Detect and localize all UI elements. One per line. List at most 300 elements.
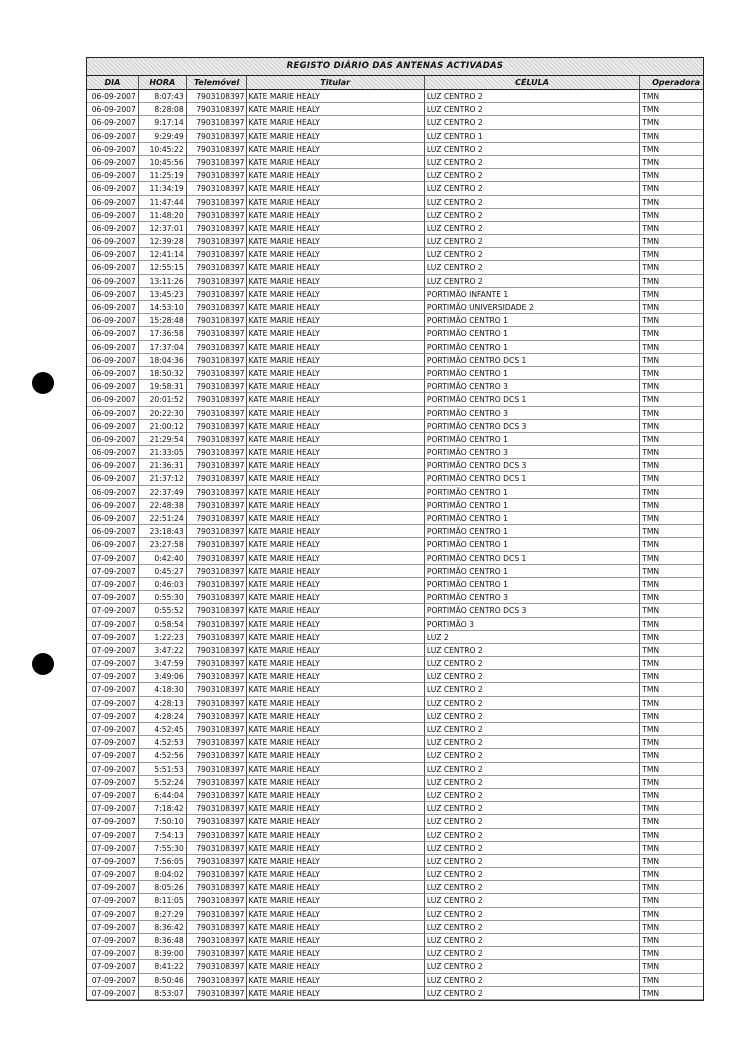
cell-dia: 06-09-2007 (87, 512, 139, 525)
table-row (87, 459, 703, 472)
cell-telemovel: 7903108397 (187, 894, 247, 907)
cell-hora: 21:00:12 (139, 420, 187, 433)
cell-operadora: TMN (640, 710, 703, 723)
cell-dia: 06-09-2007 (87, 156, 139, 169)
cell-dia: 07-09-2007 (87, 894, 139, 907)
cell-telemovel: 7903108397 (187, 960, 247, 973)
cell-operadora: TMN (640, 459, 703, 472)
cell-titular: KATE MARIE HEALY (247, 618, 425, 631)
cell-celula: PORTIMÃO CENTRO DCS 1 (425, 393, 640, 406)
cell-operadora: TMN (640, 934, 703, 947)
cell-dia: 07-09-2007 (87, 908, 139, 921)
cell-dia: 06-09-2007 (87, 288, 139, 301)
cell-celula: LUZ CENTRO 2 (425, 156, 640, 169)
cell-titular: KATE MARIE HEALY (247, 209, 425, 222)
cell-operadora: TMN (640, 644, 703, 657)
cell-titular: KATE MARIE HEALY (247, 301, 425, 314)
column-header-hora: HORA (139, 76, 187, 89)
cell-telemovel: 7903108397 (187, 130, 247, 143)
cell-titular: KATE MARIE HEALY (247, 604, 425, 617)
cell-titular: KATE MARIE HEALY (247, 881, 425, 894)
cell-hora: 7:50:10 (139, 815, 187, 828)
cell-telemovel: 7903108397 (187, 815, 247, 828)
cell-hora: 14:53:10 (139, 301, 187, 314)
table-row (87, 710, 703, 723)
cell-dia: 07-09-2007 (87, 763, 139, 776)
cell-telemovel: 7903108397 (187, 327, 247, 340)
cell-titular: KATE MARIE HEALY (247, 578, 425, 591)
cell-hora: 20:01:52 (139, 393, 187, 406)
cell-hora: 1:22:23 (139, 631, 187, 644)
cell-hora: 10:45:22 (139, 143, 187, 156)
cell-titular: KATE MARIE HEALY (247, 934, 425, 947)
cell-titular: KATE MARIE HEALY (247, 288, 425, 301)
cell-telemovel: 7903108397 (187, 710, 247, 723)
cell-titular: KATE MARIE HEALY (247, 393, 425, 406)
cell-operadora: TMN (640, 908, 703, 921)
cell-hora: 8:39:00 (139, 947, 187, 960)
cell-operadora: TMN (640, 604, 703, 617)
cell-telemovel: 7903108397 (187, 446, 247, 459)
cell-titular: KATE MARIE HEALY (247, 196, 425, 209)
cell-dia: 06-09-2007 (87, 314, 139, 327)
table-row (87, 934, 703, 947)
cell-celula: LUZ CENTRO 2 (425, 908, 640, 921)
cell-telemovel: 7903108397 (187, 829, 247, 842)
cell-hora: 0:46:03 (139, 578, 187, 591)
cell-telemovel: 7903108397 (187, 644, 247, 657)
cell-titular: KATE MARIE HEALY (247, 974, 425, 987)
column-header-operadora: Operadora (652, 78, 700, 87)
cell-telemovel: 7903108397 (187, 235, 247, 248)
cell-celula: PORTIMÃO CENTRO DCS 1 (425, 472, 640, 485)
cell-operadora: TMN (640, 921, 703, 934)
cell-celula: LUZ CENTRO 2 (425, 868, 640, 881)
cell-telemovel: 7903108397 (187, 631, 247, 644)
cell-dia: 06-09-2007 (87, 367, 139, 380)
table-row (87, 143, 703, 156)
cell-hora: 8:07:43 (139, 90, 187, 103)
table-row (87, 156, 703, 169)
table-row (87, 261, 703, 274)
cell-dia: 07-09-2007 (87, 881, 139, 894)
cell-telemovel: 7903108397 (187, 908, 247, 921)
cell-hora: 0:45:27 (139, 565, 187, 578)
cell-dia: 06-09-2007 (87, 143, 139, 156)
table-row (87, 881, 703, 894)
cell-hora: 3:47:22 (139, 644, 187, 657)
cell-dia: 07-09-2007 (87, 934, 139, 947)
cell-operadora: TMN (640, 367, 703, 380)
cell-titular: KATE MARIE HEALY (247, 222, 425, 235)
cell-titular: KATE MARIE HEALY (247, 987, 425, 1000)
cell-telemovel: 7903108397 (187, 987, 247, 1000)
cell-hora: 6:44:04 (139, 789, 187, 802)
cell-celula: PORTIMÃO CENTRO 1 (425, 314, 640, 327)
cell-celula: LUZ CENTRO 2 (425, 182, 640, 195)
cell-celula: PORTIMÃO CENTRO 3 (425, 591, 640, 604)
cell-operadora: TMN (640, 301, 703, 314)
cell-operadora: TMN (640, 156, 703, 169)
cell-telemovel: 7903108397 (187, 881, 247, 894)
table-row (87, 301, 703, 314)
cell-hora: 4:52:56 (139, 749, 187, 762)
cell-dia: 07-09-2007 (87, 749, 139, 762)
cell-dia: 06-09-2007 (87, 486, 139, 499)
cell-telemovel: 7903108397 (187, 921, 247, 934)
table-row (87, 472, 703, 485)
cell-celula: LUZ CENTRO 2 (425, 829, 640, 842)
table-row (87, 894, 703, 907)
column-header-celula: CÉLULA (425, 76, 640, 89)
cell-hora: 8:04:02 (139, 868, 187, 881)
cell-operadora: TMN (640, 420, 703, 433)
cell-celula: LUZ CENTRO 2 (425, 881, 640, 894)
cell-celula: PORTIMÃO CENTRO 1 (425, 486, 640, 499)
cell-titular: KATE MARIE HEALY (247, 908, 425, 921)
cell-titular: KATE MARIE HEALY (247, 591, 425, 604)
cell-operadora: TMN (640, 802, 703, 815)
cell-telemovel: 7903108397 (187, 261, 247, 274)
cell-operadora: TMN (640, 209, 703, 222)
cell-hora: 23:27:58 (139, 538, 187, 551)
table-row (87, 314, 703, 327)
cell-celula: PORTIMÃO 3 (425, 618, 640, 631)
cell-celula: LUZ CENTRO 2 (425, 670, 640, 683)
cell-telemovel: 7903108397 (187, 855, 247, 868)
cell-operadora: TMN (640, 169, 703, 182)
cell-operadora: TMN (640, 763, 703, 776)
table-row (87, 196, 703, 209)
table-row (87, 908, 703, 921)
table-row (87, 829, 703, 842)
cell-celula: LUZ CENTRO 2 (425, 196, 640, 209)
cell-titular: KATE MARIE HEALY (247, 248, 425, 261)
cell-titular: KATE MARIE HEALY (247, 354, 425, 367)
cell-dia: 07-09-2007 (87, 644, 139, 657)
cell-dia: 06-09-2007 (87, 407, 139, 420)
cell-dia: 06-09-2007 (87, 103, 139, 116)
cell-telemovel: 7903108397 (187, 683, 247, 696)
cell-hora: 12:37:01 (139, 222, 187, 235)
cell-titular: KATE MARIE HEALY (247, 420, 425, 433)
cell-telemovel: 7903108397 (187, 143, 247, 156)
cell-telemovel: 7903108397 (187, 169, 247, 182)
cell-titular: KATE MARIE HEALY (247, 341, 425, 354)
cell-titular: KATE MARIE HEALY (247, 644, 425, 657)
cell-dia: 06-09-2007 (87, 275, 139, 288)
cell-celula: LUZ CENTRO 2 (425, 987, 640, 1000)
cell-operadora: TMN (640, 327, 703, 340)
cell-dia: 06-09-2007 (87, 130, 139, 143)
table-row (87, 512, 703, 525)
table-body (87, 90, 703, 1000)
cell-celula: LUZ CENTRO 2 (425, 222, 640, 235)
cell-hora: 20:22:30 (139, 407, 187, 420)
cell-operadora: TMN (640, 499, 703, 512)
cell-operadora: TMN (640, 182, 703, 195)
cell-celula: PORTIMÃO CENTRO 1 (425, 367, 640, 380)
cell-operadora: TMN (640, 881, 703, 894)
cell-hora: 0:55:52 (139, 604, 187, 617)
table-row (87, 552, 703, 565)
cell-operadora: TMN (640, 723, 703, 736)
cell-operadora: TMN (640, 947, 703, 960)
cell-titular: KATE MARIE HEALY (247, 367, 425, 380)
cell-telemovel: 7903108397 (187, 763, 247, 776)
cell-telemovel: 7903108397 (187, 499, 247, 512)
cell-celula: LUZ CENTRO 2 (425, 657, 640, 670)
table-row (87, 380, 703, 393)
cell-celula: PORTIMÃO CENTRO 1 (425, 433, 640, 446)
cell-hora: 19:58:31 (139, 380, 187, 393)
cell-operadora: TMN (640, 103, 703, 116)
cell-dia: 06-09-2007 (87, 446, 139, 459)
cell-telemovel: 7903108397 (187, 116, 247, 129)
cell-operadora: TMN (640, 987, 703, 1000)
cell-hora: 21:33:05 (139, 446, 187, 459)
cell-dia: 07-09-2007 (87, 921, 139, 934)
cell-titular: KATE MARIE HEALY (247, 749, 425, 762)
cell-hora: 7:56:05 (139, 855, 187, 868)
cell-telemovel: 7903108397 (187, 472, 247, 485)
table-row (87, 538, 703, 551)
cell-dia: 06-09-2007 (87, 354, 139, 367)
cell-telemovel: 7903108397 (187, 433, 247, 446)
cell-telemovel: 7903108397 (187, 380, 247, 393)
cell-dia: 06-09-2007 (87, 538, 139, 551)
cell-titular: KATE MARIE HEALY (247, 538, 425, 551)
cell-hora: 22:37:49 (139, 486, 187, 499)
cell-telemovel: 7903108397 (187, 248, 247, 261)
table-row (87, 275, 703, 288)
cell-titular: KATE MARIE HEALY (247, 275, 425, 288)
cell-dia: 06-09-2007 (87, 472, 139, 485)
cell-hora: 7:18:42 (139, 802, 187, 815)
table-row (87, 222, 703, 235)
cell-celula: LUZ CENTRO 2 (425, 934, 640, 947)
cell-hora: 3:47:59 (139, 657, 187, 670)
cell-hora: 4:18:30 (139, 683, 187, 696)
cell-hora: 8:28:08 (139, 103, 187, 116)
cell-hora: 12:55:15 (139, 261, 187, 274)
cell-telemovel: 7903108397 (187, 275, 247, 288)
cell-hora: 8:53:07 (139, 987, 187, 1000)
cell-hora: 18:50:32 (139, 367, 187, 380)
cell-celula: LUZ CENTRO 2 (425, 974, 640, 987)
table-title: REGISTO DIÁRIO DAS ANTENAS ACTIVADAS (87, 58, 703, 76)
cell-operadora: TMN (640, 868, 703, 881)
cell-celula: LUZ CENTRO 2 (425, 143, 640, 156)
cell-telemovel: 7903108397 (187, 341, 247, 354)
cell-celula: LUZ CENTRO 2 (425, 947, 640, 960)
cell-telemovel: 7903108397 (187, 156, 247, 169)
cell-dia: 07-09-2007 (87, 723, 139, 736)
cell-operadora: TMN (640, 354, 703, 367)
cell-hora: 11:47:44 (139, 196, 187, 209)
cell-dia: 07-09-2007 (87, 578, 139, 591)
cell-titular: KATE MARIE HEALY (247, 657, 425, 670)
table-row (87, 182, 703, 195)
cell-dia: 06-09-2007 (87, 327, 139, 340)
cell-operadora: TMN (640, 512, 703, 525)
cell-operadora: TMN (640, 143, 703, 156)
cell-celula: LUZ CENTRO 2 (425, 261, 640, 274)
table-row (87, 815, 703, 828)
cell-operadora: TMN (640, 789, 703, 802)
cell-titular: KATE MARIE HEALY (247, 842, 425, 855)
table-row (87, 789, 703, 802)
cell-dia: 06-09-2007 (87, 248, 139, 261)
cell-titular: KATE MARIE HEALY (247, 169, 425, 182)
cell-celula: PORTIMÃO CENTRO 1 (425, 341, 640, 354)
cell-titular: KATE MARIE HEALY (247, 565, 425, 578)
table-row (87, 235, 703, 248)
table-row (87, 644, 703, 657)
cell-hora: 17:37:04 (139, 341, 187, 354)
cell-telemovel: 7903108397 (187, 393, 247, 406)
cell-hora: 4:28:24 (139, 710, 187, 723)
table-row (87, 354, 703, 367)
punch-hole (32, 653, 54, 675)
cell-dia: 07-09-2007 (87, 789, 139, 802)
cell-titular: KATE MARIE HEALY (247, 894, 425, 907)
table-row (87, 802, 703, 815)
cell-celula: LUZ CENTRO 2 (425, 921, 640, 934)
table-row (87, 749, 703, 762)
cell-telemovel: 7903108397 (187, 420, 247, 433)
cell-dia: 06-09-2007 (87, 499, 139, 512)
cell-celula: LUZ CENTRO 2 (425, 710, 640, 723)
cell-hora: 22:48:38 (139, 499, 187, 512)
cell-celula: LUZ CENTRO 2 (425, 235, 640, 248)
table-row (87, 499, 703, 512)
table-row (87, 407, 703, 420)
cell-celula: PORTIMÃO CENTRO 1 (425, 578, 640, 591)
cell-celula: PORTIMÃO CENTRO DCS 3 (425, 604, 640, 617)
cell-operadora: TMN (640, 749, 703, 762)
cell-operadora: TMN (640, 393, 703, 406)
table-row (87, 565, 703, 578)
cell-titular: KATE MARIE HEALY (247, 947, 425, 960)
cell-titular: KATE MARIE HEALY (247, 407, 425, 420)
cell-hora: 5:52:24 (139, 776, 187, 789)
cell-telemovel: 7903108397 (187, 974, 247, 987)
cell-titular: KATE MARIE HEALY (247, 525, 425, 538)
cell-operadora: TMN (640, 407, 703, 420)
cell-hora: 7:54:13 (139, 829, 187, 842)
cell-telemovel: 7903108397 (187, 486, 247, 499)
table-row (87, 987, 703, 1000)
table-row (87, 248, 703, 261)
table-row (87, 591, 703, 604)
cell-operadora: TMN (640, 275, 703, 288)
cell-celula: LUZ CENTRO 2 (425, 644, 640, 657)
cell-titular: KATE MARIE HEALY (247, 552, 425, 565)
cell-operadora: TMN (640, 433, 703, 446)
cell-operadora: TMN (640, 314, 703, 327)
cell-celula: PORTIMÃO CENTRO 1 (425, 538, 640, 551)
cell-celula: PORTIMÃO CENTRO 1 (425, 499, 640, 512)
cell-celula: LUZ CENTRO 2 (425, 855, 640, 868)
cell-titular: KATE MARIE HEALY (247, 182, 425, 195)
cell-telemovel: 7903108397 (187, 314, 247, 327)
cell-hora: 3:49:06 (139, 670, 187, 683)
cell-telemovel: 7903108397 (187, 604, 247, 617)
cell-telemovel: 7903108397 (187, 657, 247, 670)
table-row (87, 657, 703, 670)
cell-hora: 8:11:05 (139, 894, 187, 907)
table-row (87, 420, 703, 433)
cell-hora: 13:11:26 (139, 275, 187, 288)
cell-celula: LUZ CENTRO 2 (425, 776, 640, 789)
cell-dia: 07-09-2007 (87, 947, 139, 960)
cell-telemovel: 7903108397 (187, 182, 247, 195)
cell-titular: KATE MARIE HEALY (247, 90, 425, 103)
table-row (87, 763, 703, 776)
cell-titular: KATE MARIE HEALY (247, 512, 425, 525)
cell-telemovel: 7903108397 (187, 618, 247, 631)
cell-dia: 06-09-2007 (87, 380, 139, 393)
cell-titular: KATE MARIE HEALY (247, 459, 425, 472)
table-row (87, 631, 703, 644)
table-row (87, 618, 703, 631)
cell-celula: PORTIMÃO CENTRO 3 (425, 380, 640, 393)
cell-titular: KATE MARIE HEALY (247, 710, 425, 723)
cell-hora: 11:25:19 (139, 169, 187, 182)
cell-titular: KATE MARIE HEALY (247, 736, 425, 749)
cell-dia: 07-09-2007 (87, 868, 139, 881)
cell-dia: 07-09-2007 (87, 776, 139, 789)
table-row (87, 393, 703, 406)
table-row (87, 776, 703, 789)
cell-operadora: TMN (640, 776, 703, 789)
cell-dia: 07-09-2007 (87, 802, 139, 815)
cell-celula: LUZ CENTRO 2 (425, 842, 640, 855)
cell-celula: PORTIMÃO CENTRO DCS 1 (425, 354, 640, 367)
cell-celula: PORTIMÃO CENTRO 1 (425, 565, 640, 578)
table-row (87, 960, 703, 973)
cell-hora: 9:17:14 (139, 116, 187, 129)
table-row (87, 367, 703, 380)
cell-titular: KATE MARIE HEALY (247, 446, 425, 459)
cell-dia: 06-09-2007 (87, 459, 139, 472)
table-row (87, 209, 703, 222)
table-row (87, 90, 703, 103)
cell-titular: KATE MARIE HEALY (247, 802, 425, 815)
cell-telemovel: 7903108397 (187, 222, 247, 235)
cell-operadora: TMN (640, 288, 703, 301)
cell-celula: LUZ CENTRO 2 (425, 103, 640, 116)
table-row (87, 947, 703, 960)
table-row (87, 604, 703, 617)
cell-titular: KATE MARIE HEALY (247, 789, 425, 802)
cell-hora: 9:29:49 (139, 130, 187, 143)
cell-operadora: TMN (640, 974, 703, 987)
cell-operadora: TMN (640, 248, 703, 261)
cell-hora: 12:41:14 (139, 248, 187, 261)
cell-operadora: TMN (640, 380, 703, 393)
cell-operadora: TMN (640, 591, 703, 604)
cell-titular: KATE MARIE HEALY (247, 472, 425, 485)
cell-titular: KATE MARIE HEALY (247, 868, 425, 881)
cell-celula: LUZ CENTRO 2 (425, 723, 640, 736)
table-row (87, 327, 703, 340)
cell-operadora: TMN (640, 618, 703, 631)
cell-operadora: TMN (640, 446, 703, 459)
cell-dia: 07-09-2007 (87, 974, 139, 987)
table-row (87, 921, 703, 934)
